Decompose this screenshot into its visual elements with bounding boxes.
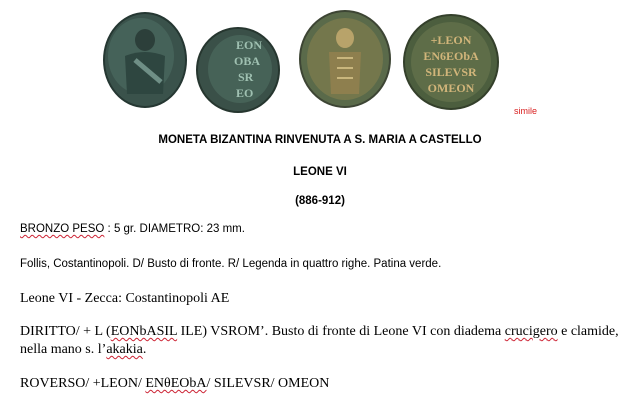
reign-dates: (886-912) xyxy=(295,195,345,207)
coin-reverse-photo-1 xyxy=(196,27,280,113)
document-title: MONETA BIZANTINA RINVENUTA A S. MARIA A CASTELLO xyxy=(158,134,482,146)
reverse-description xyxy=(20,375,329,393)
coin-obverse-photo-2 xyxy=(299,10,391,108)
obverse-description xyxy=(20,323,620,359)
reverse-text: ROVERSO/ +LEON/ xyxy=(20,376,146,391)
simile-caption: simile xyxy=(514,106,538,116)
coin-reverse-photo-2 xyxy=(403,14,499,110)
obverse-text: . xyxy=(142,342,147,357)
coin-legend-line: SILEVSR xyxy=(425,65,477,79)
obverse-legend-word: EONbASIL xyxy=(110,324,178,339)
weight-diameter-line xyxy=(20,223,245,235)
obverse-text: DIRITTO/ + L ( xyxy=(20,324,111,339)
coin-legend-line: EON xyxy=(236,38,263,52)
reverse-text: / SILEVSR/ OMEON xyxy=(206,376,330,391)
coin-legend-line: EN6EObA xyxy=(423,49,479,63)
mint-line: Leone VI - Zecca: Costantinopoli AE xyxy=(20,291,230,306)
obverse-akakia: akakia xyxy=(106,342,143,357)
document-subtitle: LEONE VI xyxy=(293,166,347,178)
coin-legend-line: EO xyxy=(236,86,254,100)
weight-diameter-text: : 5 gr. DIAMETRO: 23 mm. xyxy=(104,223,245,235)
coin-legend-line: OBA xyxy=(234,54,261,68)
coin-legend-line: SR xyxy=(238,70,254,84)
obverse-text: ILE) VSROM’. Busto di fronte di Leone VI con diadema xyxy=(177,324,505,339)
obverse-text: e clamide, nella mano s. l’ xyxy=(20,324,619,357)
coin-obverse-photo-1 xyxy=(103,12,187,108)
coin-legend-line: OMEON xyxy=(427,81,475,95)
obverse-crucigero: crucigero xyxy=(504,324,558,339)
reverse-legend-word: ENθEObA xyxy=(145,376,207,391)
follis-description: Follis, Costantinopoli. D/ Busto di fronte. R/ Legenda in quattro righe. Patina verde. xyxy=(20,258,442,270)
bronze-weight-label: BRONZO PESO xyxy=(20,223,105,235)
coin-legend-line: +LEON xyxy=(430,33,472,47)
